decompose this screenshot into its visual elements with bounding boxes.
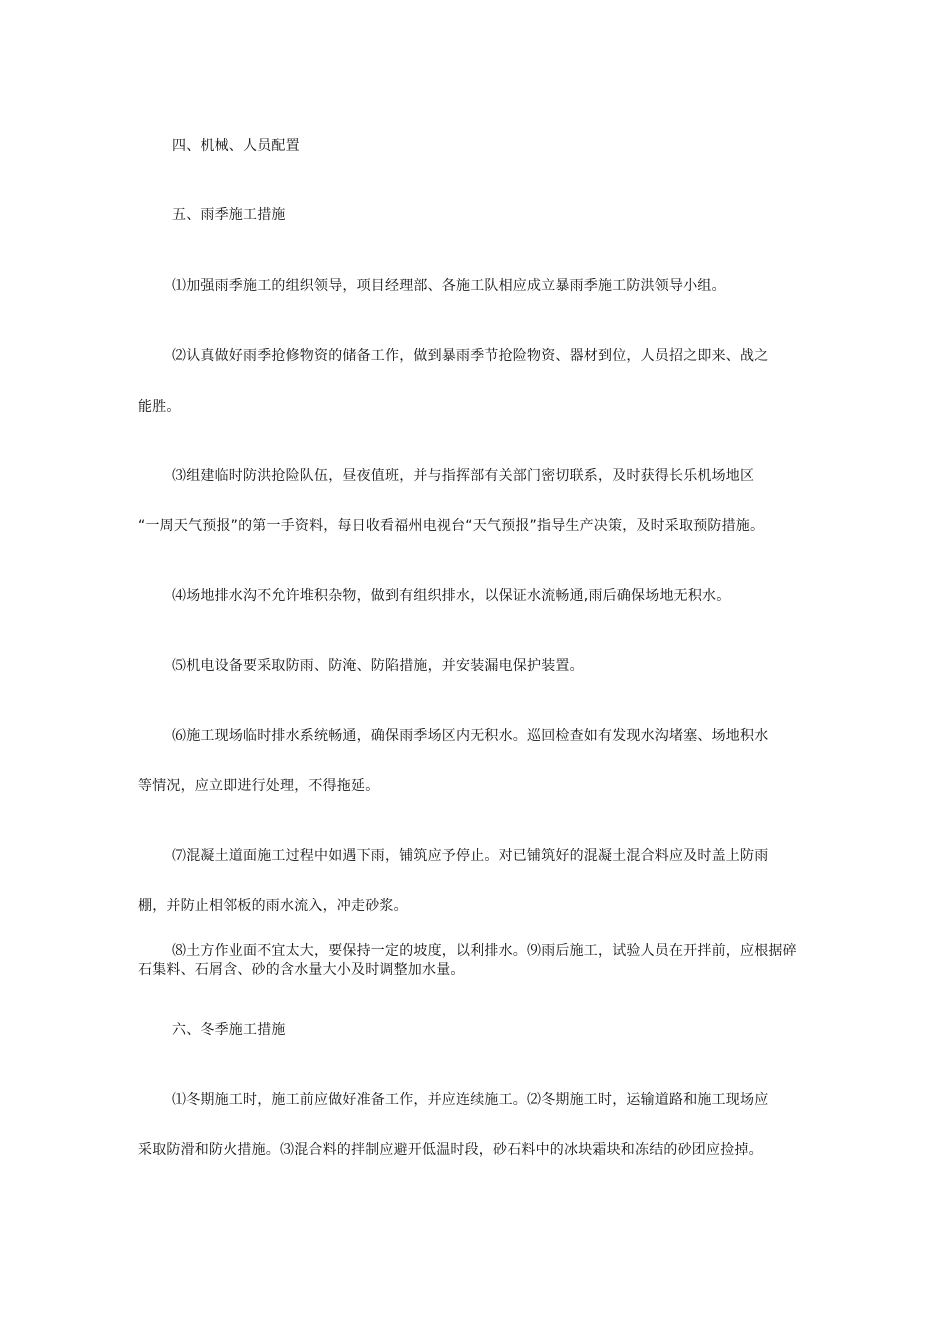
winter-line-1: ⑴冬期施工时，施工前应做好准备工作，并应连续施工。⑵冬期施工时，运输道路和施工现场应 [172,1092,769,1108]
rain-item-4: ⑷场地排水沟不允许堆积杂物，做到有组织排水，以保证水流畅通,雨后确保场地无积水。 [172,588,731,604]
section-heading-machinery-personnel: 四、机械、人员配置 [172,138,300,154]
rain-item-6-line-1: ⑹施工现场临时排水系统畅通，确保雨季场区内无积水。巡回检查如有发现水沟堵塞、场地积水 [172,728,769,744]
rain-item-7-line-2: 棚，并防止相邻板的雨水流入，冲走砂浆。 [138,898,408,914]
rain-item-3-line-2: “一周天气预报”的第一手资料，每日收看福州电视台“天气预报”指导生产决策，及时采取预防措施。 [138,518,765,534]
rain-item-2-line-1: ⑵认真做好雨季抢修物资的储备工作，做到暴雨季节抢险物资、器材到位，人员招之即来、战之 [172,348,769,364]
rain-item-3-line-1: ⑶组建临时防洪抢险队伍，昼夜值班，并与指挥部有关部门密切联系，及时获得长乐机场地区 [172,468,755,484]
rain-item-2-line-2: 能胜。 [138,399,181,415]
winter-line-2: 采取防滑和防火措施。⑶混合料的拌制应避开低温时段，砂石料中的冰块霜块和冻结的砂团应捡掉。 [138,1142,763,1158]
rain-item-5: ⑸机电设备要采取防雨、防淹、防陷措施，并安装漏电保护装置。 [172,658,584,674]
section-heading-winter-season: 六、冬季施工措施 [172,1022,286,1038]
rain-item-6-line-2: 等情况，应立即进行处理，不得拖延。 [138,778,380,794]
rain-item-8-9: ⑻土方作业面不宜太大，要保持一定的坡度，以利排水。⑼雨后施工，试验人员在开拌前，应根据碎石集料、石屑含、砂的含水量大小及时调整加水量。 [138,943,797,978]
rain-item-1: ⑴加强雨季施工的组织领导，项目经理部、各施工队相应成立暴雨季施工防洪领导小组。 [172,278,726,294]
section-heading-rainy-season: 五、雨季施工措施 [172,207,286,223]
rain-item-7-line-1: ⑺混凝土道面施工过程中如遇下雨，铺筑应予停止。对已铺筑好的混凝土混合料应及时盖上防雨 [172,848,769,864]
